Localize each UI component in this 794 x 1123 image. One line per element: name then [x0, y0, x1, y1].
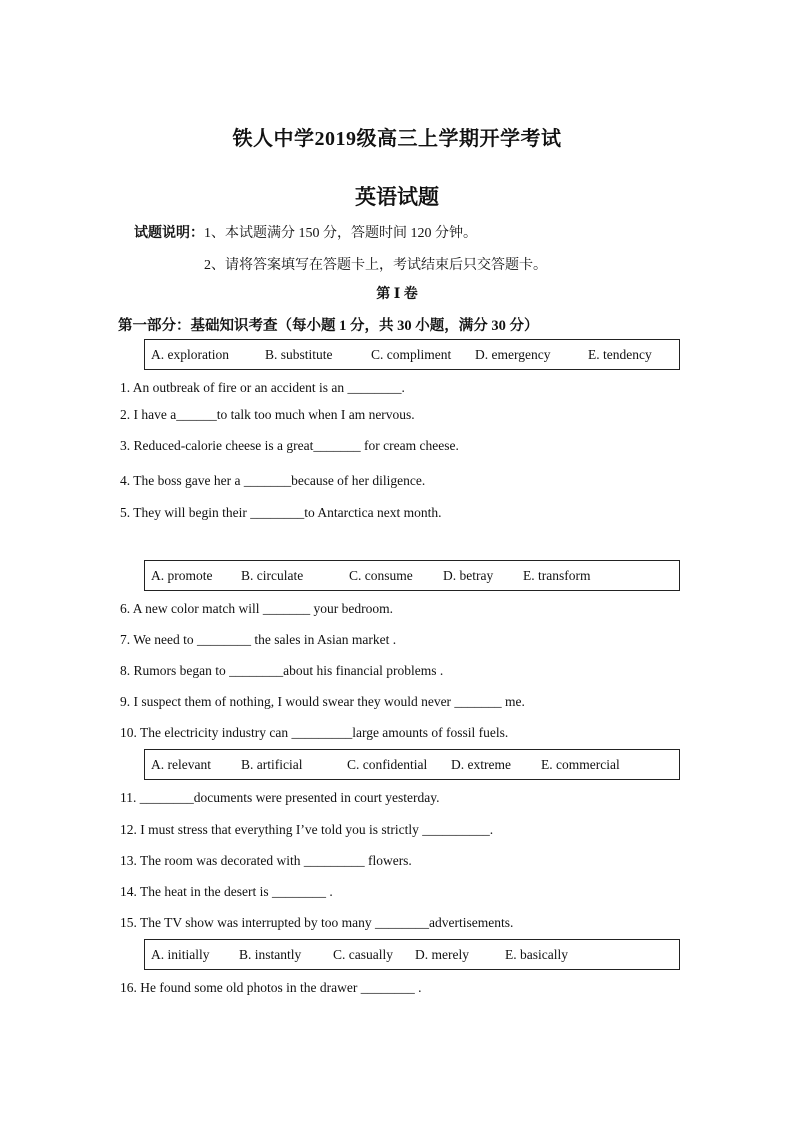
instructions-line-2: 2、请将答案填写在答题卡上，考试结束后只交答题卡。 — [204, 258, 547, 273]
word-option: C. confidential — [347, 757, 428, 772]
word-option: C. consume — [349, 568, 413, 583]
question-item: 14. The heat in the desert is ________ . — [120, 884, 333, 899]
instructions-text-1: 1、本试题满分 150 分，答题时间 120 分钟。 — [204, 226, 477, 241]
question-item: 11. ________documents were presented in court yesterday. — [120, 790, 440, 805]
question-item: 4. The boss gave her a _______because of her diligence. — [120, 473, 426, 488]
word-option: D. betray — [443, 568, 494, 583]
subject-title: 英语试题 — [355, 185, 439, 209]
question-item: 16. He found some old photos in the drawer ________ . — [120, 980, 422, 995]
question-item: 8. Rumors began to ________about his financial problems . — [120, 663, 444, 678]
word-option: B. artificial — [241, 757, 303, 772]
question-item: 1. An outbreak of fire or an accident is an ________. — [120, 380, 405, 395]
part1-heading: 第一部分：基础知识考查（每小题 1 分，共 30 小题，满分 30 分） — [118, 318, 539, 334]
school-exam-title: 铁人中学2019级高三上学期开学考试 — [232, 128, 562, 150]
question-item: 13. The room was decorated with _________ flowers. — [120, 853, 412, 868]
word-option: D. merely — [415, 947, 469, 962]
question-item: 3. Reduced-calorie cheese is a great_______ for cream cheese. — [120, 438, 459, 453]
word-option: A. relevant — [151, 757, 211, 772]
word-option: C. compliment — [371, 347, 452, 362]
question-item: 6. A new color match will _______ your bedroom. — [120, 601, 393, 616]
question-item: 7. We need to ________ the sales in Asian market . — [120, 632, 397, 647]
instructions-line-1 — [134, 222, 477, 242]
word-option: A. exploration — [151, 347, 229, 362]
word-option: B. instantly — [239, 947, 302, 962]
word-bank-box-4 — [144, 939, 680, 970]
word-option: E. tendency — [588, 347, 652, 362]
question-item: 9. I suspect them of nothing, I would swear they would never _______ me. — [120, 694, 525, 709]
word-option: A. initially — [151, 947, 210, 962]
word-option: E. transform — [523, 568, 591, 583]
question-item: 15. The TV show was interrupted by too many ________advertisements. — [120, 915, 514, 930]
word-option: B. circulate — [241, 568, 304, 583]
word-bank-box-3 — [144, 749, 680, 780]
word-option: C. casually — [333, 947, 393, 962]
question-item: 5. They will begin their ________to Antarctica next month. — [120, 505, 442, 520]
word-option: D. extreme — [451, 757, 511, 772]
word-option: E. basically — [505, 947, 568, 962]
word-option: B. substitute — [265, 347, 333, 362]
word-option: E. commercial — [541, 757, 620, 772]
question-item: 10. The electricity industry can _________large amounts of fossil fuels. — [120, 725, 509, 740]
question-item: 12. I must stress that everything I’ve told you is strictly __________. — [120, 822, 494, 837]
word-option: D. emergency — [475, 347, 551, 362]
volume-heading: 第 Ⅰ 卷 — [376, 287, 418, 302]
word-bank-box-1 — [144, 339, 680, 370]
instructions-label: 试题说明： — [134, 226, 204, 241]
word-bank-box-2 — [144, 560, 680, 591]
word-option: A. promote — [151, 568, 213, 583]
question-item: 2. I have a______to talk too much when I am nervous. — [120, 407, 415, 422]
